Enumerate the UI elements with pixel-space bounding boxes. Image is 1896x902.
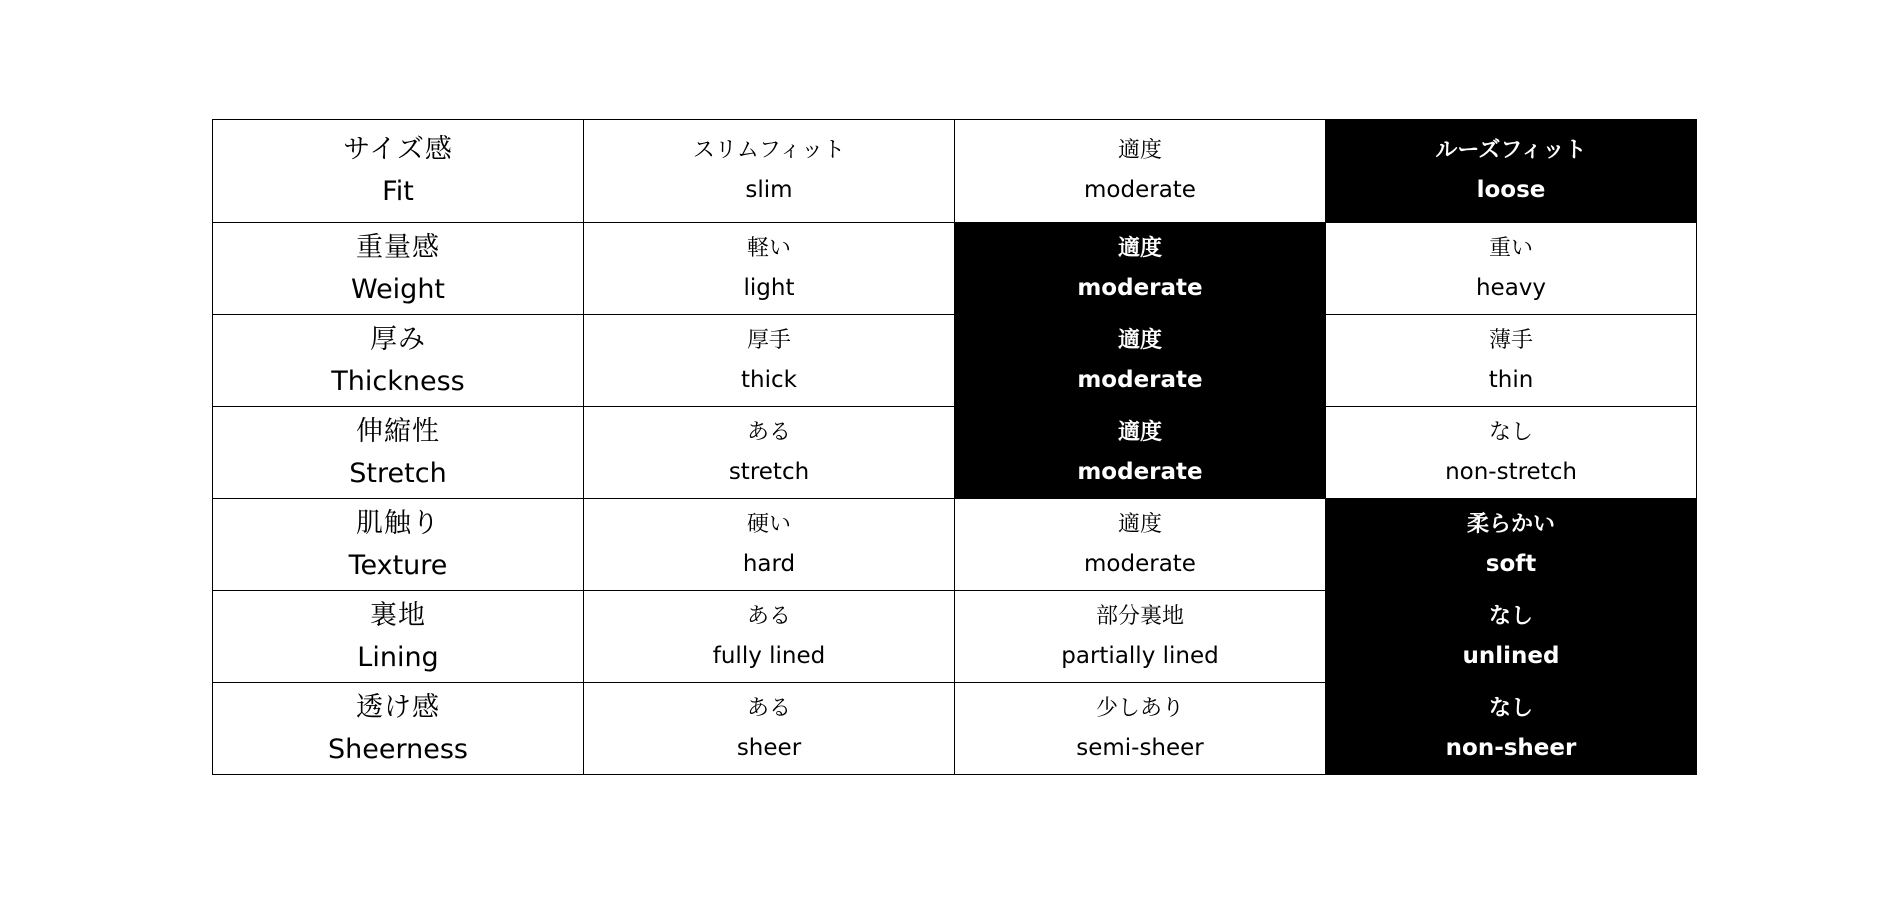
option-label-jp: 少しあり	[1095, 695, 1184, 721]
attribute-label-en: Texture	[348, 549, 448, 581]
table-row-weight	[213, 223, 1697, 315]
option-label-en: sheer	[736, 734, 802, 761]
option-label-en: slim	[745, 177, 793, 203]
option-cell	[955, 120, 1326, 223]
attribute-label-en: Thickness	[331, 365, 465, 397]
option-cell	[955, 683, 1326, 775]
option-cell	[584, 683, 955, 775]
option-label-en: soft	[1485, 550, 1537, 577]
attribute-label-jp: 透け感	[356, 691, 440, 723]
option-label-jp: ある	[746, 419, 791, 445]
option-cell	[1326, 407, 1697, 499]
option-label-jp: 厚手	[746, 327, 791, 353]
attribute-label-cell	[213, 499, 584, 591]
table-row-thickness	[213, 315, 1697, 407]
option-cell-selected	[1326, 591, 1697, 683]
option-cell	[584, 407, 955, 499]
attribute-label-en: Fit	[382, 176, 414, 207]
option-label-jp: ルーズフィット	[1435, 138, 1587, 163]
attribute-label-en: Lining	[357, 641, 439, 673]
option-label-en: stretch	[728, 458, 810, 485]
option-label-en: thin	[1488, 366, 1534, 393]
option-label-jp: ある	[746, 603, 791, 629]
option-label-jp: ある	[746, 695, 791, 721]
option-cell	[584, 120, 955, 223]
option-label-jp: 硬い	[746, 511, 791, 537]
attribute-label-cell	[213, 683, 584, 775]
option-cell-selected	[955, 407, 1326, 499]
option-cell-selected	[1326, 499, 1697, 591]
option-label-jp: 適度	[1117, 419, 1162, 445]
option-label-jp: なし	[1488, 695, 1533, 721]
option-label-en: hard	[742, 550, 796, 577]
option-cell	[955, 591, 1326, 683]
table-row-stretch	[213, 407, 1697, 499]
option-cell	[584, 315, 955, 407]
option-cell	[955, 499, 1326, 591]
attribute-label-jp: 肌触り	[356, 507, 440, 539]
attribute-label-cell	[213, 315, 584, 407]
option-label-en: moderate	[1084, 550, 1196, 577]
option-label-jp: なし	[1488, 603, 1533, 629]
option-label-jp: 軽い	[746, 235, 791, 261]
option-label-jp: 薄手	[1488, 327, 1533, 353]
option-label-jp: 部分裏地	[1095, 603, 1184, 629]
attribute-label-jp: 重量感	[356, 231, 440, 263]
attribute-label-jp: 裏地	[370, 599, 426, 631]
attribute-label-cell	[213, 120, 584, 223]
option-label-en: thick	[741, 366, 797, 393]
option-label-en: partially lined	[1061, 642, 1219, 669]
table-row-lining	[213, 591, 1697, 683]
option-label-jp: なし	[1488, 419, 1533, 445]
option-label-jp: 適度	[1117, 138, 1162, 163]
option-label-en: light	[743, 274, 795, 301]
attribute-label-en: Weight	[350, 273, 446, 305]
option-label-en: non-sheer	[1445, 734, 1577, 761]
option-label-jp: 適度	[1117, 235, 1162, 261]
option-label-jp: 適度	[1117, 511, 1162, 537]
attribute-label-cell	[213, 407, 584, 499]
option-label-en: loose	[1476, 177, 1546, 203]
table-row-texture	[213, 499, 1697, 591]
attribute-label-cell	[213, 591, 584, 683]
table-row-sheerness	[213, 683, 1697, 775]
option-label-en: unlined	[1462, 642, 1560, 669]
option-label-en: moderate	[1077, 274, 1203, 301]
option-cell	[584, 591, 955, 683]
option-label-jp: スリムフィット	[692, 138, 846, 163]
option-cell	[1326, 315, 1697, 407]
attribute-label-en: Stretch	[349, 457, 447, 489]
attribute-label-en: Sheerness	[328, 733, 468, 765]
option-cell	[584, 499, 955, 591]
option-label-en: non-stretch	[1445, 458, 1577, 485]
attribute-label-jp: 厚み	[370, 323, 426, 355]
option-label-en: semi-sheer	[1076, 734, 1204, 761]
option-cell-selected	[955, 223, 1326, 315]
attribute-label-jp: サイズ感	[343, 134, 453, 165]
option-cell-selected	[955, 315, 1326, 407]
option-label-en: moderate	[1077, 458, 1203, 485]
option-cell	[1326, 223, 1697, 315]
option-cell	[584, 223, 955, 315]
attribute-label-cell	[213, 223, 584, 315]
option-label-jp: 適度	[1117, 327, 1162, 353]
option-label-en: moderate	[1084, 177, 1196, 203]
option-label-jp: 重い	[1488, 235, 1533, 261]
option-cell-selected	[1326, 120, 1697, 223]
option-label-en: fully lined	[712, 642, 826, 669]
option-label-jp: 柔らかい	[1466, 511, 1555, 537]
option-label-en: heavy	[1475, 274, 1547, 301]
option-label-en: moderate	[1077, 366, 1203, 393]
attribute-table	[212, 119, 1697, 775]
table-row-fit	[213, 120, 1697, 223]
option-cell-selected	[1326, 683, 1697, 775]
attribute-label-jp: 伸縮性	[356, 415, 440, 447]
